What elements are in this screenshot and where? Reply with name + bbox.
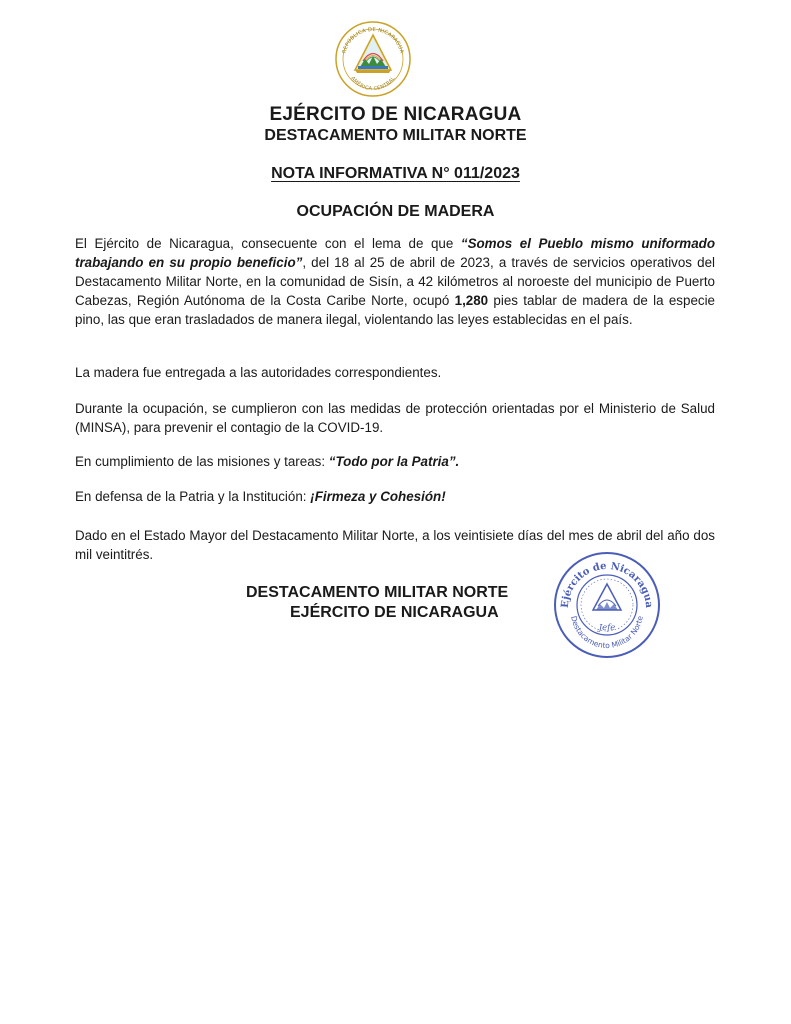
paragraph-dated: Dado en el Estado Mayor del Destacamento Militar Norte, a los veintisiete días del mes de abril del año dos mil veintitrés. — [75, 528, 715, 562]
note-number-heading — [0, 165, 791, 183]
seal-text-top: Ejército de Nicaragua — [559, 560, 655, 609]
signature-line-1: DESTACAMENTO MILITAR NORTE — [246, 584, 509, 601]
note-number-text: NOTA INFORMATIVA N° 011/2023 — [271, 165, 520, 182]
nicaragua-coat-of-arms-icon — [334, 20, 412, 98]
paragraph-defense — [75, 487, 715, 506]
timber-quantity: 1,280 — [454, 293, 489, 308]
paragraph-main-part2: , del 18 al 25 de abril de 2023, a través de servicios operativos del Destacamento Militar Norte, en la comunidad de Sisín, a 42 kilómetros al noroeste del municipio de Puerto Cabezas, Región Autónoma de la Costa Caribe Norte, ocupó — [75, 255, 715, 308]
paragraph-health-measures: Durante la ocupación, se cumplieron con las medidas de protección orientadas por el Ministerio de Salud (MINSA), para prevenir el contagio de la COVID-19. — [75, 401, 715, 435]
official-seal-icon — [552, 550, 662, 660]
paragraph-defense-text: En defensa de la Patria y la Institución: — [75, 489, 311, 504]
paragraph-missions-text: En cumplimiento de las misiones y tareas: — [75, 454, 329, 469]
slogan-todo-por-la-patria: “Todo por la Patria”. — [328, 454, 460, 469]
paragraph-main-part3: pies tablar de madera de la especie pino, las que eran trasladados de manera ilegal, violentando las leyes establecidas en el país. — [75, 293, 716, 327]
document-subtitle: DESTACAMENTO MILITAR NORTE — [264, 127, 527, 144]
signature-line-2: EJÉRCITO DE NICARAGUA — [290, 604, 499, 621]
subject-heading: OCUPACIÓN DE MADERA — [296, 203, 495, 220]
document-title: EJÉRCITO DE NICARAGUA — [269, 104, 522, 125]
paragraph-main-part1: El Ejército de Nicaragua, consecuente con el lema de que — [75, 236, 461, 251]
slogan-firmeza-cohesion: ¡Firmeza y Cohesión! — [310, 489, 446, 504]
motto-text: “Somos el Pueblo mismo uniformado trabajando en su propio beneficio” — [75, 236, 716, 270]
emblem-text-bottom: AMÉRICA CENTRAL — [349, 75, 397, 93]
paragraph-main — [75, 234, 715, 329]
svg-text:AMÉRICA CENTRAL — [349, 76, 396, 92]
paragraph-delivery: La madera fue entregada a las autoridades correspondientes. — [75, 365, 442, 380]
seal-text-bottom: Destacamento Militar Norte — [569, 615, 645, 651]
paragraph-missions — [75, 452, 715, 471]
emblem-text-top: REPÚBLICA DE NICARAGUA — [341, 26, 405, 55]
seal-text-center: Jefe — [598, 623, 616, 633]
